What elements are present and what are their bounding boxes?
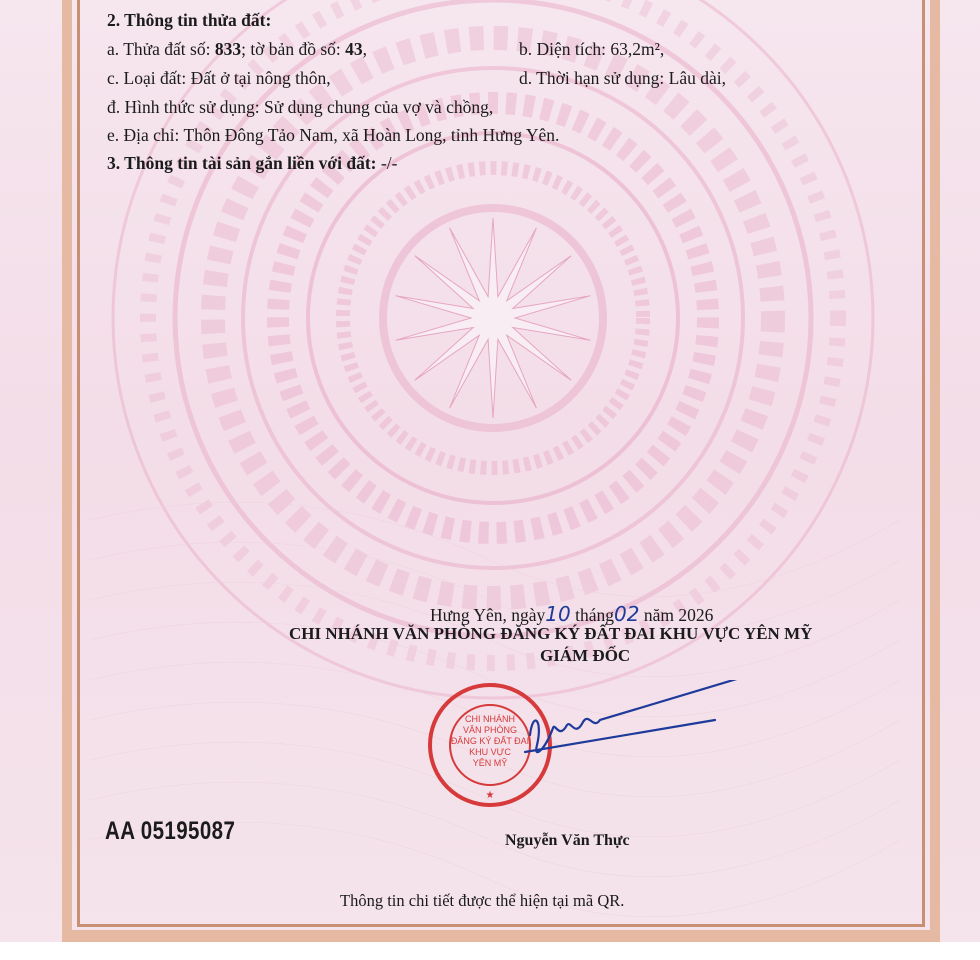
usage-form-line: đ. Hình thức sử dụng: Sử dụng chung của vợ và chồng, xyxy=(107,97,494,117)
signer-name: Nguyễn Văn Thực xyxy=(505,832,630,849)
parcel-number: 833 xyxy=(214,39,242,59)
seal-text-line: CHI NHÁNH xyxy=(464,714,516,724)
seal-text-line: ĐĂNG KÝ ĐẤT ĐAI xyxy=(450,736,530,746)
director-signature xyxy=(525,680,750,752)
date-month-label: tháng xyxy=(570,605,614,625)
date-year: năm 2026 xyxy=(639,605,714,625)
seal-text-line: YÊN MỸ xyxy=(472,758,508,768)
issue-date-line xyxy=(430,602,713,626)
director-title: GIÁM ĐỐC xyxy=(540,646,631,665)
official-seal xyxy=(430,685,550,805)
map-sheet-number: 43 xyxy=(345,39,363,59)
section-3-line xyxy=(107,153,397,174)
land-type-line: c. Loại đất: Đất ở tại nông thôn, xyxy=(107,68,331,88)
section-3-value: -/- xyxy=(376,153,398,173)
parcel-number-line xyxy=(107,39,367,60)
address-line: e. Địa chỉ: Thôn Đông Tảo Nam, xã Hoàn Long, tỉnh Hưng Yên. xyxy=(107,125,560,145)
section-3-heading: 3. Thông tin tài sản gắn liền với đất: xyxy=(107,153,377,173)
bottom-margin xyxy=(0,942,980,960)
qr-footer-note: Thông tin chi tiết được thể hiện tại mã QR. xyxy=(340,891,625,910)
seal-text-line: KHU VỰC xyxy=(469,747,511,757)
official-seal-and-signature xyxy=(425,680,765,830)
parcel-line-comma: , xyxy=(362,39,367,59)
parcel-number-label: a. Thửa đất số: xyxy=(107,39,215,59)
map-sheet-label: ; tờ bản đồ số: xyxy=(241,39,346,59)
area-line: b. Diện tích: 63,2m², xyxy=(519,39,665,59)
date-day: 10 xyxy=(545,602,571,626)
usage-term-line: d. Thời hạn sử dụng: Lâu dài, xyxy=(519,68,727,88)
date-month: 02 xyxy=(614,602,640,626)
section-2-heading: 2. Thông tin thửa đất: xyxy=(107,10,272,30)
issuing-office: CHI NHÁNH VĂN PHÒNG ĐĂNG KÝ ĐẤT ĐAI KHU VỰC YÊN MỸ xyxy=(289,624,813,643)
seal-text-line: VĂN PHÒNG xyxy=(462,725,518,735)
date-prefix: Hưng Yên, ngày xyxy=(430,605,546,625)
svg-text:★: ★ xyxy=(485,790,495,801)
certificate-serial-number: AA 05195087 xyxy=(105,817,236,845)
